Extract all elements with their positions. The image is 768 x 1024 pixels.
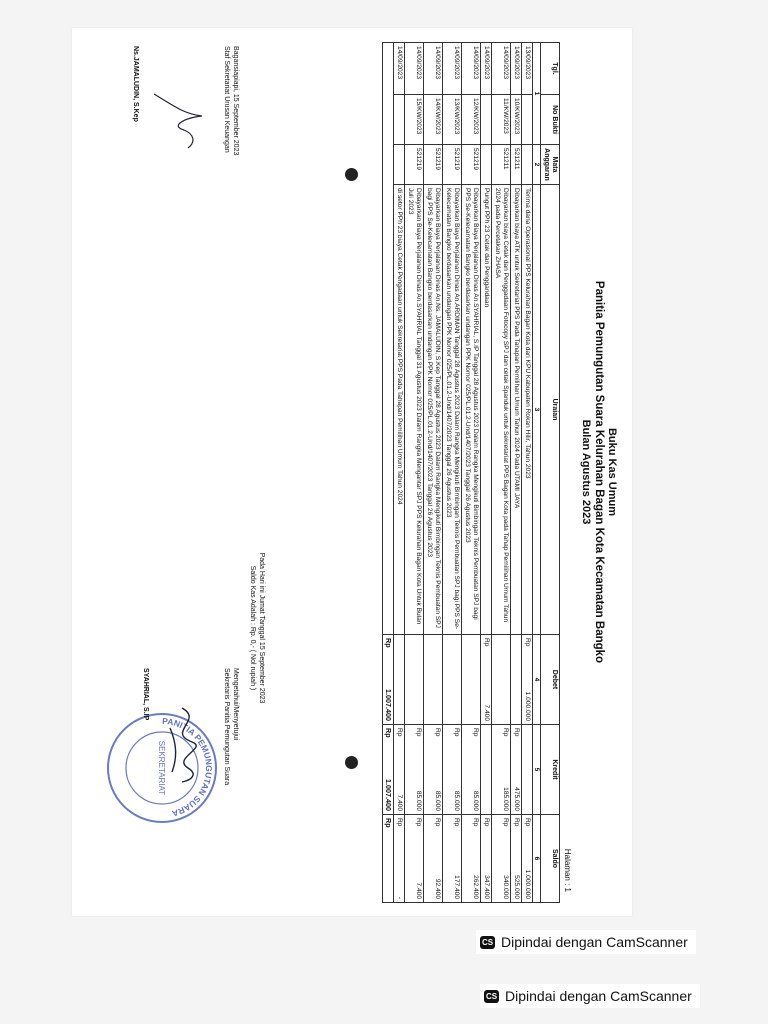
title-line-2: Panitia Pemungutan Suara Kelurahan Bagan Kota Kecamatan Bangko <box>593 280 605 664</box>
cell-saldo <box>394 815 405 903</box>
cell-saldo-amount: 525.000 <box>513 875 520 899</box>
table-row <box>394 43 405 903</box>
total-saldo <box>383 815 394 903</box>
cell-date: 14/09/2023 <box>492 43 511 95</box>
currency-label: Rp <box>502 818 509 827</box>
approval-title: Mengetahui/Menyetujui <box>232 668 239 741</box>
col-number-3: 3 <box>533 185 541 635</box>
cell-date: 14/09/2023 <box>394 43 405 95</box>
cell-saldo-amount: 1.000.000 <box>524 869 531 899</box>
currency-label: Rp <box>434 818 441 827</box>
cell-mata-anggaran: 521219 <box>424 145 443 185</box>
header-debet: Debet <box>541 635 560 725</box>
currency-label: Rp <box>453 728 460 737</box>
cell-saldo-amount: 340.000 <box>502 875 509 899</box>
cell-saldo <box>443 815 462 903</box>
currency-label: Rp <box>483 818 490 827</box>
cell-kredit-amount: 85.000 <box>434 790 441 811</box>
cell-date: 14/09/2023 <box>462 43 481 95</box>
cell-saldo <box>481 815 492 903</box>
header-row <box>541 43 560 903</box>
cell-no-bukti: 13/KW/2023 <box>443 95 462 145</box>
closing-statement <box>248 508 266 748</box>
scanned-page <box>72 28 632 916</box>
currency-label: Rp <box>513 818 520 827</box>
currency-label: Rp <box>472 728 479 737</box>
currency-label: Rp <box>524 818 531 827</box>
table-row <box>522 43 533 903</box>
cell-date: 14/09/2023 <box>511 43 522 95</box>
title-line-1: Buku Kas Umum <box>606 427 618 517</box>
cell-date: 13/09/2023 <box>522 43 533 95</box>
total-kredit-amount: 1.007.400 <box>384 779 393 811</box>
cell-kredit-amount: 475.000 <box>513 787 520 811</box>
cell-no-bukti <box>394 95 405 145</box>
cell-date: 14/09/2023 <box>481 43 492 95</box>
currency-label: Rp <box>415 818 422 827</box>
cell-no-bukti <box>522 95 533 145</box>
header-mata-anggaran: Mata Anggaran <box>541 145 560 185</box>
cell-kredit <box>522 725 533 815</box>
rotated-document <box>72 28 632 916</box>
cell-mata-anggaran: 521219 <box>405 145 424 185</box>
cell-uraian: Dibayarkan Biaya Perjalanan Dinas An.SYAHRIAL Tanggal 31 Agustus 2023 Dalam Rangka Mengantar SPJ PPS Kelurahan Bagan Kota Untuk Bulan Juli 2023 <box>405 185 424 635</box>
table-row <box>405 43 424 903</box>
cell-debet <box>394 635 405 725</box>
camscanner-watermark-1 <box>476 930 696 954</box>
cell-mata-anggaran <box>394 145 405 185</box>
cell-kredit-amount: 85.000 <box>453 790 460 811</box>
col-number-4: 4 <box>533 635 541 725</box>
cell-date: 14/09/2023 <box>405 43 424 95</box>
col-number-5: 5 <box>533 725 541 815</box>
cell-mata-anggaran: 521211 <box>511 145 522 185</box>
table-row <box>462 43 481 903</box>
cell-mata-anggaran <box>522 145 533 185</box>
stamp-inner-text: SEKRETARIAT <box>157 740 166 796</box>
total-row <box>383 43 394 903</box>
cell-date: 14/09/2023 <box>443 43 462 95</box>
secretary-signature <box>152 698 222 788</box>
header-kredit: Kredit <box>541 725 560 815</box>
cell-debet <box>443 635 462 725</box>
cell-saldo-amount: 347.400 <box>483 875 490 899</box>
cell-uraian: Dibayarkan Biaya Perjalanan Dinas An.Ns. JAMALUDIN, S.Kep Tanggal 28 Agustus 2023 Dalam Rangka Mengikuti Bimbingan Teknis Pembuatan SPJ bagi PPS Se-Kelecamatan Bangko berdasarkan undangan PPK Nomor 025/PL.01.2-Und/1407/2023 Tanggal 26 Agustus 2023 <box>424 185 443 635</box>
camscanner-logo-icon: CS <box>485 991 498 1001</box>
cell-uraian: Dibayarkan Biaya Perjalanan Dinas An.ARDIMAN Tanggal 28 Agustus 2023 Dalam Rangka Mengikuti Bimbingan Teknis Pembuatan SPJ bagi PPS Se-Kelecamatan Bangko berdasarkan undangan PPK Nomor 025/PL.01.2-Und/1407/2023 Tanggal 26 Agustus 2023 <box>443 185 462 635</box>
cell-no-bukti: 15/KW/2023 <box>405 95 424 145</box>
cell-saldo <box>492 815 511 903</box>
cell-kredit <box>394 725 405 815</box>
cell-debet-amount: 7.400 <box>483 704 490 721</box>
total-debet <box>383 635 394 725</box>
cell-debet <box>511 635 522 725</box>
currency-label: Rp <box>396 728 403 737</box>
cell-debet-amount: 1.000.000 <box>524 691 531 721</box>
currency-label: Rp <box>396 818 403 827</box>
col-number-6: 6 <box>533 815 541 903</box>
camscanner-logo-icon: CS <box>481 937 494 947</box>
cell-kredit <box>443 725 462 815</box>
total-debet-amount: 1.007.400 <box>384 689 393 721</box>
total-label-cell <box>383 43 394 635</box>
cell-kredit-amount: 85.000 <box>415 790 422 811</box>
currency-label: Rp <box>384 638 393 648</box>
cell-mata-anggaran: 521211 <box>492 145 511 185</box>
treasurer-signature <box>144 86 214 156</box>
cell-saldo-amount: 177.400 <box>453 875 460 899</box>
treasurer-signature-block <box>132 46 240 216</box>
cell-kredit <box>405 725 424 815</box>
currency-label: Rp <box>384 728 393 738</box>
cell-kredit <box>511 725 522 815</box>
ledger-body <box>394 43 533 903</box>
header-uraian: Uraian <box>541 185 560 635</box>
secretary-title: Sekretaris Panitia Pemungutan Suara <box>223 668 230 786</box>
table-row <box>492 43 511 903</box>
cell-kredit <box>462 725 481 815</box>
cell-no-bukti: 12/KW/2023 <box>462 95 481 145</box>
cell-kredit-amount: 7.400 <box>396 794 403 811</box>
currency-label: Rp <box>513 728 520 737</box>
secretary-name: SYAHRIAL, S.IP <box>142 668 149 721</box>
col-number-1: 1 <box>533 43 541 145</box>
currency-label: Rp <box>434 728 441 737</box>
cell-debet <box>462 635 481 725</box>
col-number-2: 2 <box>533 145 541 185</box>
header-no-bukti: No Bukti <box>541 95 560 145</box>
title-line-3: Bulan Agustus 2023 <box>580 419 592 525</box>
cell-saldo <box>462 815 481 903</box>
cell-no-bukti: 11/KW/2023 <box>492 95 511 145</box>
currency-label: Rp <box>524 638 531 647</box>
treasurer-name: Ns.JAMALUDIN, S.Kep <box>132 46 139 122</box>
cell-no-bukti: 10/KW/2023 <box>511 95 522 145</box>
page-number: Halaman : 1 <box>563 848 572 892</box>
cell-mata-anggaran <box>481 145 492 185</box>
camscanner-watermark-2 <box>480 984 700 1008</box>
cell-saldo-amount: - <box>396 896 403 899</box>
currency-label: Rp <box>453 818 460 827</box>
currency-label: Rp <box>472 818 479 827</box>
table-row <box>443 43 462 903</box>
cell-debet <box>492 635 511 725</box>
cell-kredit-amount: 85.000 <box>472 790 479 811</box>
camscanner-text: Dipindai dengan CamScanner <box>505 988 692 1004</box>
cell-uraian: Dibayarkan Biaya Perjalanan Dinas An.SYAHRIAL, S.IP Tanggal 28 Agustus 2023 Dalam Rangka Mengikuti Bimbingan Teknis Pembuatan SPJ bagi PPS Se-Kelecamatan Bangko berdasarkan undangan PPK Nomor 025/PL.01.2-Und/1407/2023 Tanggal 26 Agustus 2023 <box>462 185 481 635</box>
currency-label: Rp <box>483 638 490 647</box>
table-row <box>481 43 492 903</box>
currency-label: Rp <box>502 728 509 737</box>
cell-debet <box>522 635 533 725</box>
cell-debet <box>424 635 443 725</box>
cell-saldo <box>424 815 443 903</box>
cell-date: 14/09/2023 <box>424 43 443 95</box>
treasurer-title: Staf Sekretariat Urusan Keuangan <box>223 46 230 153</box>
table-row <box>424 43 443 903</box>
table-row <box>511 43 522 903</box>
currency-label: Rp <box>384 818 393 828</box>
cell-saldo <box>522 815 533 903</box>
cell-uraian: Pungut PPh 23 Cetak dan Penggandaan <box>481 185 492 635</box>
cell-kredit-amount: 185.000 <box>502 787 509 811</box>
document-titles <box>579 28 618 916</box>
cell-debet <box>405 635 424 725</box>
cell-no-bukti <box>481 95 492 145</box>
camscanner-text: Dipindai dengan CamScanner <box>501 934 688 950</box>
cell-uraian: Terima dana Operasional PPS Kelurahan Bagan Kota dari KPU Kabupaten Rokan Hilir, Tahun 2023 <box>522 185 533 635</box>
cell-saldo-amount: 262.400 <box>472 875 479 899</box>
cell-kredit <box>492 725 511 815</box>
cell-saldo-amount: 7.400 <box>415 882 422 899</box>
cell-saldo <box>405 815 424 903</box>
cell-mata-anggaran: 521219 <box>462 145 481 185</box>
closing-line-2: Saldo Kas Adalah : Rp. 0,- ( Nol rupiah ) <box>249 565 256 691</box>
column-number-row <box>533 43 541 903</box>
ledger-table <box>382 42 560 903</box>
cell-uraian: di setor PPh 23 biaya Cetak Pengadaan untuk Sekretariat PPS Pada Tahapan Pemilihan Umum Tahun 2024 <box>394 185 405 635</box>
signature-date: Bagansiapiapi, 15 September 2023 <box>232 46 239 156</box>
cell-no-bukti: 14/KW/2023 <box>424 95 443 145</box>
cell-kredit <box>424 725 443 815</box>
cell-saldo-amount: 92.400 <box>434 878 441 899</box>
currency-label: Rp <box>415 728 422 737</box>
cell-uraian: Dibayarkan biaya Cetak dan Penggadaan Fotocopy SPJ dan cetak Spanduk untuk Sekretariat PPS Bagan Kota pada Tahap Pemilihan Umum Tahun 2024 pada Percetakan ZHASA <box>492 185 511 635</box>
closing-line-1: Pada Hari ini Jumat Tanggal 15 September 2023 <box>258 552 265 704</box>
stamp-outer-text: PANITIA PEMUNGUTAN SUARA <box>161 715 215 819</box>
header-tgl: Tgl. <box>541 43 560 95</box>
cell-kredit <box>481 725 492 815</box>
header-saldo: Saldo <box>541 815 560 903</box>
cell-uraian: Dibayarkan biaya ATK untuk Sekretariat PPS Pada Tahapan Pemilihan Umum Tahun 2024 Pada UTAMI JAYA <box>511 185 522 635</box>
total-kredit <box>383 725 394 815</box>
cell-mata-anggaran: 521219 <box>443 145 462 185</box>
cell-debet <box>481 635 492 725</box>
cell-saldo <box>511 815 522 903</box>
